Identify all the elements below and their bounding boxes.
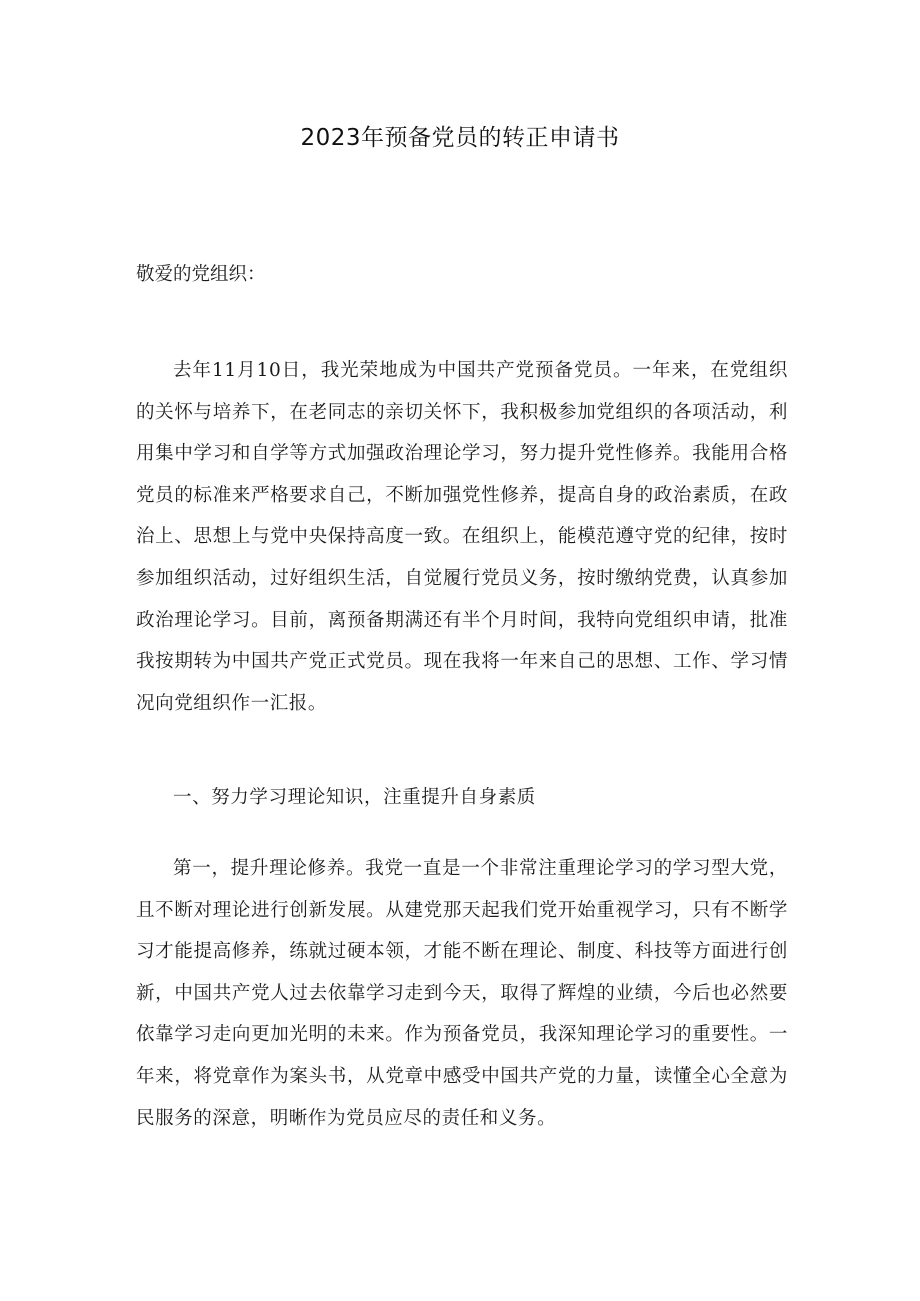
body-paragraph-1: 去年11月10日，我光荣地成为中国共产党预备党员。一年来，在党组织的关怀与培养下，在老同志的亲切关怀下，我积极参加党组织的各项活动，利用集中学习和自学等方式加强政治理论学习，努力提升党性修养。我能用合格党员的标准来严格要求自己，不断加强党性修养，提高自身的政治素质，在政治上、思想上与党中央保持高度一致。在组织上，能模范遵守党的纪律，按时参加组织活动，过好组织生活，自觉履行党员义务，按时缴纳党费，认真参加政治理论学习。目前，离预备期满还有半个月时间，我特向党组织申请，批准我按期转为中国共产党正式党员。现在我将一年来自己的思想、工作、学习情况向党组织作一汇报。 bbox=[136, 360, 788, 714]
section-heading-1: 一、努力学习理论知识，注重提升自身素质 bbox=[173, 787, 536, 808]
body-paragraph-2: 第一，提升理论修养。我党一直是一个非常注重理论学习的学习型大党，且不断对理论进行创新发展。从建党那天起我们党开始重视学习，只有不断学习才能提高修养，练就过硬本领，才能不断在理论、制度、科技等方面进行创新，中国共产党人过去依靠学习走到今天，取得了辉煌的业绩，今后也必然要依靠学习走向更加光明的未来。作为预备党员，我深知理论学习的重要性。一年来，将党章作为案头书，从党章中感受中国共产党的力量，读懂全心全意为民服务的深意，明晰作为党员应尽的责任和义务。 bbox=[136, 858, 788, 1129]
salutation: 敬爱的党组织： bbox=[136, 264, 266, 285]
document-title: 2023年预备党员的转正申请书 bbox=[300, 125, 620, 151]
